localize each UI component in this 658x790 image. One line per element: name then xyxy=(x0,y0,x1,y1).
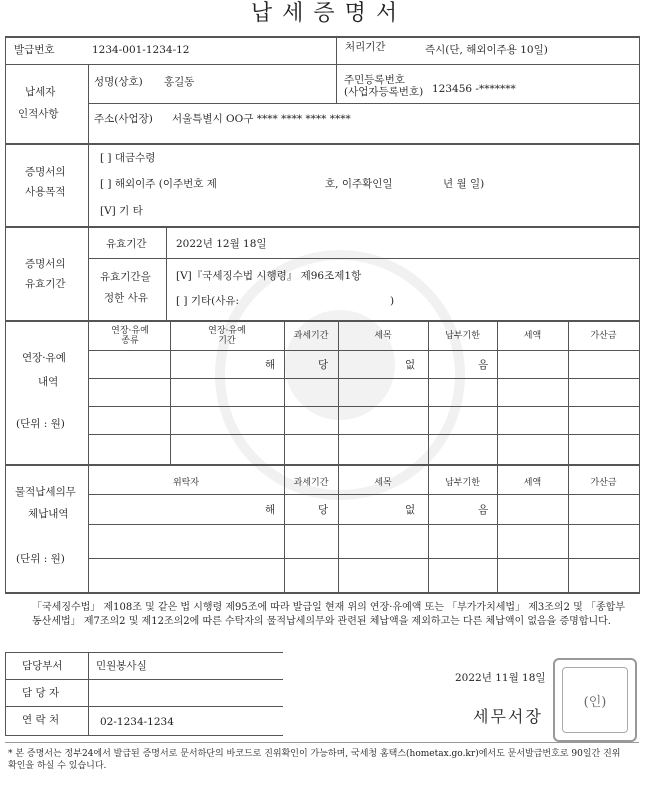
arrears-none-4: 음 xyxy=(478,504,489,516)
extension-section-label-2: 내역 xyxy=(38,376,59,388)
valid-period-label: 유효기간 xyxy=(106,238,147,250)
purpose-emigration-date-label: 호, 이주확인일 xyxy=(325,178,393,190)
validity-label-2: 유효기간 xyxy=(25,278,66,290)
address-label: 주소(사업장) xyxy=(94,113,153,125)
extension-unit: (단위 : 원) xyxy=(16,418,65,430)
extension-tax-item-header: 세목 xyxy=(374,331,392,341)
business-no-label: (사업자등록번호) xyxy=(344,86,424,98)
taxpayer-info-label: 인적사항 xyxy=(18,108,59,120)
purpose-label: 증명서의 xyxy=(25,166,66,178)
contact-value: 02-1234-1234 xyxy=(100,716,174,728)
document-title: 납세증명서 xyxy=(250,1,408,26)
processing-period: 즉시(단, 해외이주용 10일) xyxy=(425,44,548,56)
issuer-title: 세무서장 xyxy=(473,707,543,726)
arrears-none-1: 해 xyxy=(265,504,276,516)
certification-statement: 「국세징수법」 제108조 및 같은 법 시행령 제95조에 따라 발급일 현재 위의 연장·유예액 또는 「부가가치세법」 제3조의2 및 「종합부동산세법」 제7조의2 및 제12조의2에 따른 수탁자의 물적납세의무와 관련된 체납액을 제외하고는 다른 체납액이 없음을 증명합니다. xyxy=(32,602,625,627)
purpose-label-2: 사용목적 xyxy=(25,186,66,198)
arrears-unit: (단위 : 원) xyxy=(16,553,65,565)
department-label: 담당부서 xyxy=(22,660,63,672)
extension-penalty-header: 가산금 xyxy=(590,331,617,341)
issue-number-label: 발급번호 xyxy=(14,44,55,56)
valid-reason-label: 유효기간을 xyxy=(100,271,151,283)
valid-reason-label-2: 정한 사유 xyxy=(104,292,148,304)
extension-due-header: 납부기한 xyxy=(445,331,480,341)
extension-none-2: 당 xyxy=(318,359,329,371)
officer-label: 담 당 자 xyxy=(22,687,60,699)
extension-none-3: 없 xyxy=(405,359,416,371)
rrn-label: 주민등록번호 xyxy=(344,74,405,86)
name-value: 홍길동 xyxy=(164,76,195,88)
arrears-tax-period-header: 과세기간 xyxy=(293,478,329,488)
purpose-emigration-date: 년 월 일) xyxy=(443,178,485,190)
arrears-tax-item-header: 세목 xyxy=(374,478,392,488)
purpose-other-option: [V] 기 타 xyxy=(100,205,143,217)
rrn-value: 123456 -******* xyxy=(432,83,516,95)
valid-reason-law-option: [V]『국세징수법 시행령』 제96조제1항 xyxy=(176,270,362,282)
issue-date: 2022년 11월 18일 xyxy=(455,672,546,684)
arrears-penalty-header: 가산금 xyxy=(590,478,617,488)
arrears-none-2: 당 xyxy=(318,504,329,516)
arrears-section-label-2: 체납내역 xyxy=(28,508,69,520)
footnote: * 본 증명서는 정부24에서 발급된 증명서로 문서하단의 바코드로 진위확인이 가능하며, 국세청 홈택스(hometax.go.kr)에서도 문서발급번호로 90일간 진위확인을 하실 수 있습니다. xyxy=(8,749,621,771)
arrears-section-label: 물적납세의무 xyxy=(15,486,76,498)
extension-none-1: 해 xyxy=(265,359,276,371)
valid-reason-other-option: [ ] 기타(사유: xyxy=(176,295,240,307)
official-seal xyxy=(553,658,637,742)
extension-section-label: 연장·유예 xyxy=(22,352,66,364)
arrears-amount-header: 세액 xyxy=(523,478,542,488)
issue-number: 1234-001-1234-12 xyxy=(92,44,190,56)
department-value: 민원봉사실 xyxy=(96,660,147,672)
purpose-emigration-option: [ ] 해외이주 (이주번호 제 xyxy=(100,178,217,190)
valid-period-value: 2022년 12월 18일 xyxy=(176,238,267,250)
arrears-due-header: 납부기한 xyxy=(445,478,480,488)
purpose-payment-option: [ ] 대금수령 xyxy=(100,152,156,164)
arrears-none-3: 없 xyxy=(405,504,416,516)
extension-amount-header: 세액 xyxy=(523,331,542,341)
valid-reason-other-close: ) xyxy=(390,295,395,307)
name-label: 성명(상호) xyxy=(94,76,143,88)
extension-tax-period-header: 과세기간 xyxy=(293,331,329,341)
validity-label: 증명서의 xyxy=(25,258,66,270)
extension-type-header: 연장·유예 종류 xyxy=(111,326,149,346)
extension-period-header: 연장·유예 기간 xyxy=(208,326,246,346)
contact-label: 연 락 처 xyxy=(22,714,60,726)
taxpayer-label: 납세자 xyxy=(25,86,56,98)
address-value: 서울특별시 OO구 **** **** **** **** xyxy=(172,113,351,125)
processing-period-label: 처리기간 xyxy=(345,41,386,53)
extension-none-4: 음 xyxy=(478,359,489,371)
arrears-trustor-header: 위탁자 xyxy=(172,478,200,488)
seal-mark: (인) xyxy=(583,694,607,710)
